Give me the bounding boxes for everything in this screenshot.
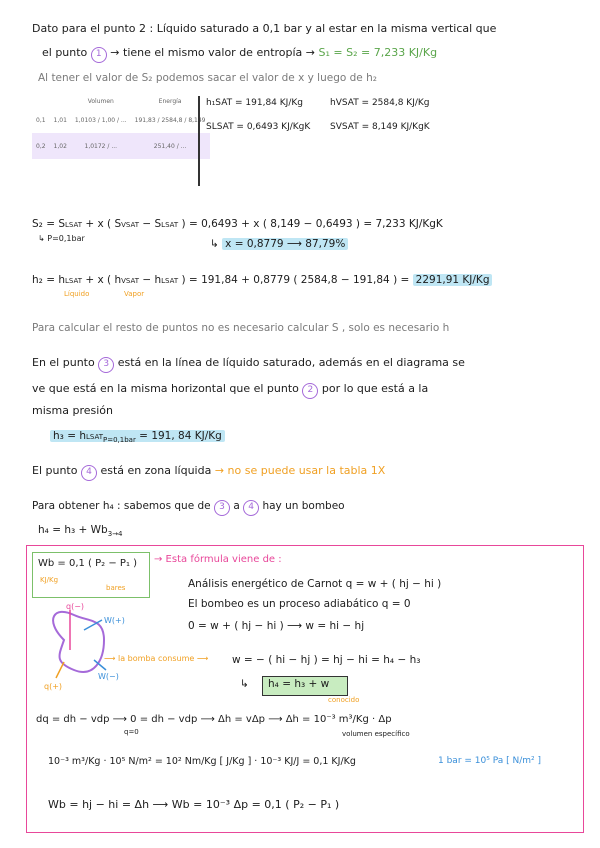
table-cell: 1,0172 / ... <box>84 142 118 150</box>
label-vapor: Vapor <box>124 290 145 298</box>
table-row <box>32 107 210 133</box>
h-lsat-value: h₁SAT = 191,84 KJ/Kg <box>206 98 303 108</box>
line-valor-s2: Al tener el valor de S₂ podemos sacar el valor de x y luego de h₂ <box>38 72 377 84</box>
bombeo-adiabatico: El bombeo es un proceso adiabático q = 0 <box>188 598 411 610</box>
table-cell: 1,0103 / 1,00 / ... <box>74 116 127 124</box>
text: está en zona líquida <box>100 464 212 477</box>
heat-arrow-in <box>56 662 64 678</box>
eq-part: = 191, 84 KJ/Kg <box>135 430 222 442</box>
line-punto-4 <box>32 464 385 481</box>
eq-part: ) = 191,84 + 0,8779 ( 2584,8 − 191,84 ) = <box>178 274 410 286</box>
label-q-plus: q(+) <box>44 682 63 691</box>
text-tiene-entropia: → tiene el mismo valor de entropía → <box>110 46 316 59</box>
text: a <box>233 500 240 512</box>
eq-sub: LSAT <box>86 433 103 441</box>
table-cell <box>32 96 50 107</box>
point-1-marker: 1 <box>91 47 107 63</box>
text: está en la línea de líquido saturado, además en el diagrama se <box>117 356 465 369</box>
bar-conversion: 1 bar = 10⁵ Pa [ N/m² ] <box>438 756 541 766</box>
equation-s2 <box>32 218 443 230</box>
eq-part: ) = 0,6493 + x ( 8,149 − 0,6493 ) = 7,233 KJ/KgK <box>178 218 443 230</box>
table-cell: 251,40 / ... <box>153 142 187 150</box>
text-no-tabla: → no se puede usar la tabla 1X <box>214 464 386 477</box>
line-punto-3 <box>32 356 465 373</box>
table-cell: 191,83 / 2584,8 / 8,149 <box>134 116 206 124</box>
eq-part: + x ( h <box>82 274 122 286</box>
eq-part: − S <box>139 218 162 230</box>
eq-sub: LSAT <box>65 277 82 285</box>
equation-h2 <box>32 274 492 286</box>
line-obtener-h4 <box>32 500 345 516</box>
line-resto-puntos: Para calcular el resto de puntos no es necesario calcular S , solo es necesario h <box>32 322 450 334</box>
s-vsat-value: SVSAT = 8,149 KJ/KgK <box>330 122 430 132</box>
eq-sub: LSAT <box>65 221 83 229</box>
pump-diagram <box>34 600 154 690</box>
table-cell: Volumen <box>87 98 114 105</box>
text: por lo que está a la <box>321 382 429 395</box>
wb-final-equation: Wb = hj − hi = Δh ⟶ Wb = 10⁻³ Δp = 0,1 ( P₂ − P₁ ) <box>48 798 340 811</box>
table-cell <box>50 96 71 107</box>
table-row <box>32 96 210 107</box>
line-dato-punto-2: Dato para el punto 2 : Líquido saturado a 0,1 bar y al estar en la misma vertical que <box>32 22 497 35</box>
s-lsat-value: SLSAT = 0,6493 KJ/KgK <box>206 122 311 132</box>
label-volumen-especifico: volumen específico <box>342 730 410 738</box>
steam-table <box>32 96 206 196</box>
h4-result: h₄ = h₃ + w <box>268 678 330 690</box>
eq-part: − h <box>139 274 162 286</box>
h3-highlight <box>50 430 225 442</box>
eq-part: S₂ = S <box>32 218 66 230</box>
wb-formula: Wb = 0,1 ( P₂ − P₁ ) <box>38 558 138 569</box>
label-liquido: Líquido <box>64 290 90 298</box>
table-brace <box>190 96 200 186</box>
table-cell: 1,01 <box>53 116 67 124</box>
eq-part: + x ( S <box>82 218 122 230</box>
pressure-subscript: P=0,1bar <box>47 234 85 243</box>
text: hay un bombeo <box>262 500 345 512</box>
wb-units: KJ/Kg <box>40 576 59 584</box>
eq-sub: P=0,1bar <box>103 436 136 444</box>
line-punto-1 <box>42 46 437 63</box>
table-cell: 0,1 <box>36 116 46 124</box>
label-q-minus: q(−) <box>66 602 85 611</box>
table-row <box>32 133 210 159</box>
text: En el punto <box>32 356 95 369</box>
table-cell: 0,2 <box>36 142 46 150</box>
eq-sub: VSAT <box>121 221 140 229</box>
point-4-marker: 4 <box>243 500 259 516</box>
label-w-minus: W(−) <box>98 672 119 681</box>
analisis-carnot: Análisis energético de Carnot q = w + ( hj − hi ) <box>188 578 442 590</box>
label-conocido: conocido <box>328 696 360 704</box>
units-conversion: 10⁻³ m³/Kg · 10⁵ N/m² = 10² Nm/Kg [ J/Kg ] · 10⁻³ KJ/J = 0,1 KJ/Kg <box>48 756 356 767</box>
dq-equation: dq = dh − vdp ⟶ 0 = dh − vdp ⟶ Δh = vΔp ⟶ Δh = 10⁻³ m³/Kg · Δp <box>36 714 392 725</box>
x-value: x = 0,8779 ⟶ 87,79% <box>222 238 348 250</box>
h3-equation <box>50 430 225 444</box>
text: El punto <box>32 464 78 477</box>
text: ve que está en la misma horizontal que el punto <box>32 382 299 395</box>
text-el-punto: el punto <box>42 46 88 59</box>
eq-sub: 3→4 <box>107 530 123 538</box>
bares-label: bares <box>106 584 126 592</box>
point-2-marker: 2 <box>302 383 318 399</box>
eq-part: h₃ = h <box>53 430 86 442</box>
eq-part: h₄ = h₃ + Wb <box>38 524 108 536</box>
point-3-marker: 3 <box>214 500 230 516</box>
line-misma-horizontal <box>32 382 428 399</box>
entropy-value: S₁ = S₂ = 7,233 KJ/Kg <box>318 46 438 59</box>
label-bomba-consume: ⟶ la bomba consume ⟶ <box>104 654 209 663</box>
point-4-marker: 4 <box>81 465 97 481</box>
h4-arrow: ↳ <box>240 678 249 690</box>
energy-balance: 0 = w + ( hj − hi ) ⟶ w = hi − hj <box>188 620 365 632</box>
h4-eq <box>38 524 123 538</box>
eq-s2-pressure-note: ↳ P=0,1bar <box>38 234 85 243</box>
text: Para obtener h₄ : sabemos que de <box>32 500 211 512</box>
eq-sub: VSAT <box>121 277 140 285</box>
table-cell: 1,02 <box>53 142 67 150</box>
line-misma-presion: misma presión <box>32 404 113 417</box>
eq-part: h₂ = h <box>32 274 65 286</box>
table-cell: Energía <box>158 98 182 105</box>
formula-origin-label: → Esta fórmula viene de : <box>154 554 282 565</box>
work-equation: w = − ( hi − hj ) = hj − hi = h₄ − h₃ <box>232 654 421 666</box>
h-vsat-value: hVSAT = 2584,8 KJ/Kg <box>330 98 430 108</box>
eq-sub: LSAT <box>161 277 179 285</box>
point-3-marker: 3 <box>98 357 114 373</box>
label-w-plus: W(+) <box>104 616 125 625</box>
eq-sub: LSAT <box>161 221 179 229</box>
h2-result: 2291,91 KJ/Kg <box>413 274 493 286</box>
x-result: ↳ x = 0,8779 ⟶ 87,79% <box>210 238 348 250</box>
dq-q-zero: q=0 <box>124 728 139 736</box>
